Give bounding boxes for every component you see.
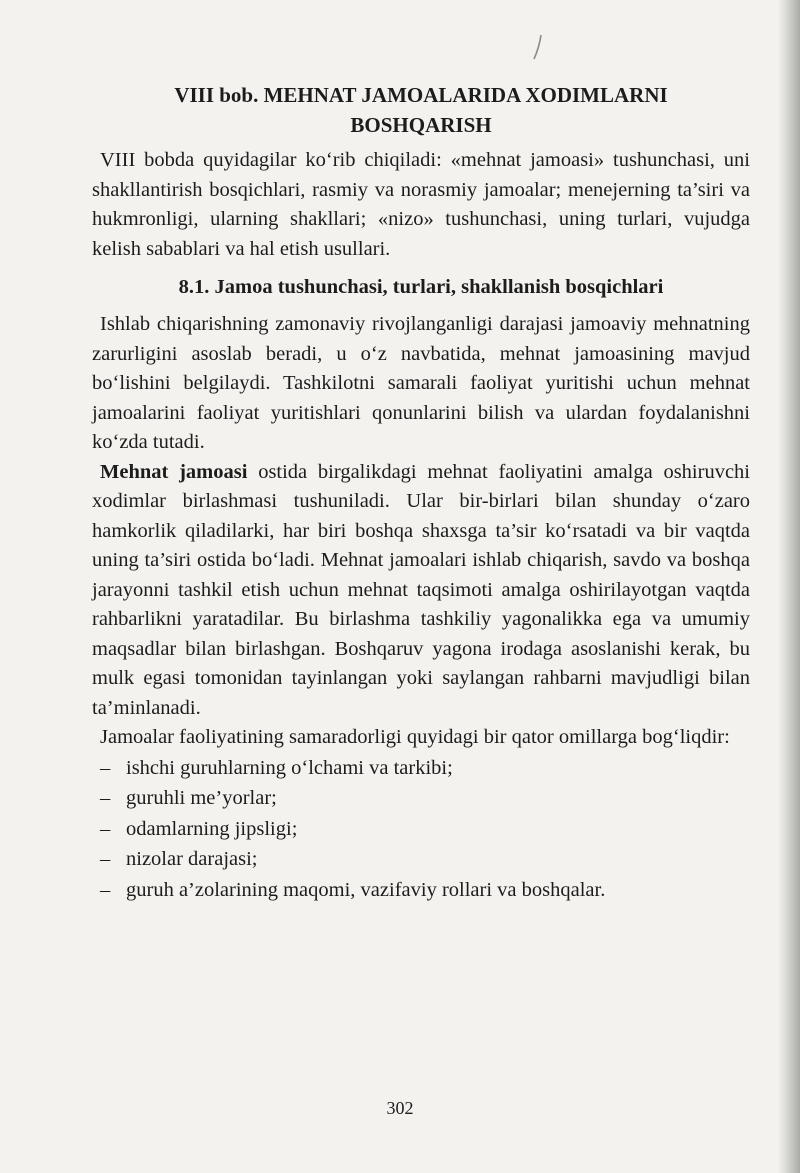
list-item-text: ishchi guruhlarning o‘lchami va tarkibi; (126, 756, 453, 779)
list-item-text: odamlarning jipsligi; (126, 817, 298, 840)
list-item (100, 875, 750, 906)
term-mehnat-jamoasi: Mehnat jamoasi (100, 460, 248, 483)
section-paragraph-1: Ishlab chiqarishning zamonaviy rivojlanganligi darajasi jamoaviy mehnatning zarurligini asoslab beradi, u o‘z navbatida, mehnat jamoasining mavjud bo‘lishini belgilaydi. Tashkilotni samarali faoliyat yuritishi uchun mehnat jamoalarini faoliyat yuritishlari qonunlarini bilish va ulardan foydalanishni ko‘zda tutadi. (92, 313, 750, 453)
section-title: 8.1. Jamoa tushunchasi, turlari, shakllanish bosqichlari (178, 276, 664, 298)
pen-mark-decoration (533, 34, 543, 60)
book-page (92, 80, 750, 905)
section-paragraph-2 (92, 458, 750, 724)
section-paragraph-2-text: ostida birgalikdagi mehnat faoliyatini amalga oshiruvchi xodimlar birlashmasi tushuniladi. Ular bir-birlari bilan shunday o‘zaro hamkorlik qiladilarki, har biri boshqa shaxsga ta’sir ko‘rsatadi va bir vaqtda uning ta’siri ostida bo‘ladi. Mehnat jamoalari ishlab chiqarish, savdo va boshqa jarayonni tashkil etish uchun mehnat taqsimoti amalga oshirilayotgan vaqtda rahbarlikni yaratadilar. Bu birlashma tashkiliy yagonalikka ega va umumiy maqsadlar bilan birlashgan. Boshqaruv yagona irodaga asoslanishi kerak, bu mulk egasi tomonidan tayinlangan yoki saylangan rahbarni mavjudligi bilan ta’minlanadi. (92, 460, 750, 719)
list-dash: – (100, 817, 111, 840)
section-paragraph-3: Jamoalar faoliyatining samaradorligi quyidagi bir qator omillarga bog‘liqdir: (100, 726, 730, 748)
page-number: 302 (386, 1098, 414, 1118)
list-item (100, 753, 750, 784)
list-item-text: guruhli me’yorlar; (126, 787, 277, 809)
list-dash: – (100, 878, 111, 901)
scan-edge-shadow (778, 0, 800, 1173)
list-item (100, 814, 750, 845)
list-item (100, 783, 750, 814)
factors-list (92, 753, 750, 906)
chapter-title: VIII bob. MEHNAT JAMOALARIDA XODIMLARNI BOSHQARISH (174, 83, 668, 137)
list-item (100, 844, 750, 875)
list-dash: – (100, 848, 111, 870)
list-dash: – (100, 756, 111, 779)
list-item-text: guruh a’zolarining maqomi, vazifaviy rollari va boshqalar. (126, 878, 606, 901)
chapter-intro-paragraph: VIII bobda quyidagilar ko‘rib chiqiladi: «mehnat jamoasi» tushunchasi, uni shakllantirish bosqichlari, rasmiy va norasmiy jamoalar; menejerning ta’siri va hukmronligi, ularning shakllari; «nizo» tushunchasi, uning turlari, vujudga kelish sabablari va hal etish usullari. (92, 149, 750, 260)
list-item-text: nizolar darajasi; (126, 848, 258, 870)
list-dash: – (100, 787, 111, 809)
